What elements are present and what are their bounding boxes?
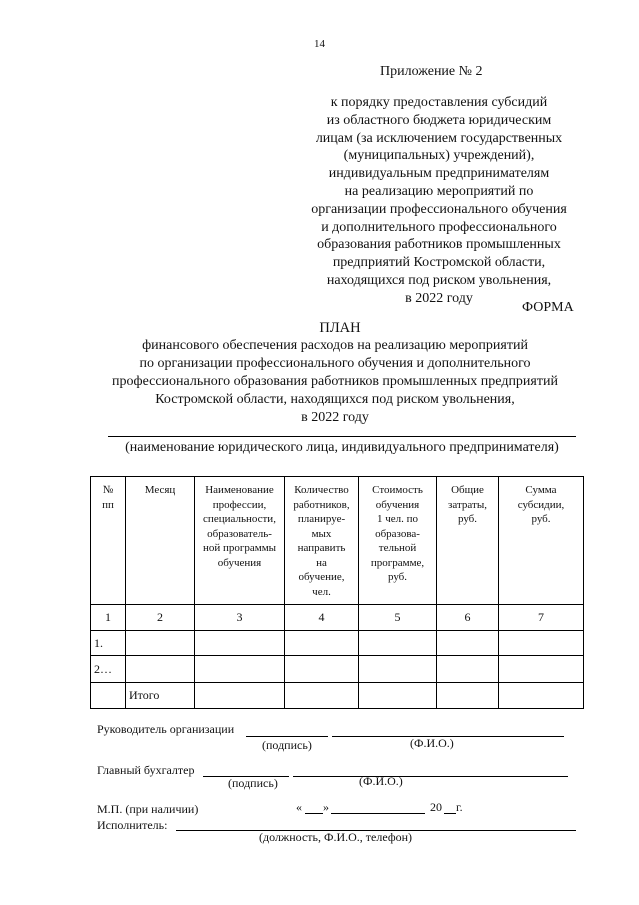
table-cell[interactable] [359,683,437,709]
header-text: Стоимость обучения 1 чел. по образова- тельной программе, руб. [370,484,425,583]
reference-line: к порядку предоставления субсидий [330,95,548,110]
reference-line: лицам (за исключением государственных [315,130,563,146]
table-cell: 1. [91,631,126,656]
table-cell: 2… [91,656,126,683]
reference-line: на реализацию мероприятий по [344,183,534,199]
header-text: Сумма субсидии, руб. [517,484,565,525]
table-cell[interactable] [437,683,499,709]
appendix-title: Приложение № 2 [380,64,483,79]
header-cell-month [126,477,195,605]
header-cell-workers-count [285,477,359,605]
column-number: 1 [91,605,126,631]
subtitle-line: по организации профессионального обучения и дополнительного [139,356,531,371]
plan-subtitle [80,337,590,427]
head-signature-line[interactable] [246,736,328,737]
plan-title: ПЛАН [319,320,361,336]
executor-caption: (должность, Ф.И.О., телефон) [259,830,413,844]
header-text: Месяц [144,484,176,496]
table-row [91,656,584,683]
finance-plan-table [90,476,584,709]
column-number-row [91,605,584,631]
table-cell[interactable] [499,631,584,656]
accountant-sign-caption: (подпись) [228,776,278,790]
header-cell-cost [359,477,437,605]
reference-line: организации профессионального обучения [311,201,567,217]
reference-line: индивидуальным предпринимателям [328,166,550,182]
header-cell-number [91,477,126,605]
accountant-name-line[interactable] [293,776,568,777]
date-close-quote: » [323,800,329,814]
header-text: Количество работников, планируе- мых направить на обучение, чел. [293,484,350,598]
reference-line: образования работников промышленных [317,237,561,253]
date-year-suffix: г. [456,800,463,814]
header-text: Наименование профессии, специальности, образователь- ной программы обучения [202,484,277,569]
column-number: 4 [285,605,359,631]
date-month-line[interactable] [331,813,425,814]
column-number: 3 [195,605,285,631]
table-cell[interactable] [195,656,285,683]
column-number: 2 [126,605,195,631]
forma-label: ФОРМА [522,300,574,315]
accountant-label: Главный бухгалтер [97,763,195,777]
table-cell[interactable] [195,631,285,656]
header-text: № пп [102,484,114,511]
head-name-caption: (Ф.И.О.) [410,736,454,750]
date-year-line[interactable] [444,813,456,814]
table-cell[interactable] [285,683,359,709]
table-header-row [91,477,584,605]
subtitle-line: профессионального образования работников промышленных предприятий [112,374,558,389]
accountant-name-caption: (Ф.И.О.) [359,774,403,788]
table-cell[interactable] [437,656,499,683]
column-number: 6 [437,605,499,631]
page-number: 14 [314,38,325,50]
head-label: Руководитель организации [97,722,235,736]
table-cell [91,683,126,709]
organization-name-caption: (наименование юридического лица, индивидуального предпринимателя) [125,440,559,455]
header-cell-total-costs [437,477,499,605]
table-cell[interactable] [285,631,359,656]
table-cell[interactable] [359,656,437,683]
executor-label: Исполнитель: [97,818,168,832]
date-open-quote: « [296,800,302,814]
column-number: 5 [359,605,437,631]
header-text: Общие затраты, руб. [448,484,487,525]
seal-label: М.П. (при наличии) [97,802,199,816]
table-row [91,631,584,656]
reference-line: из областного бюджета юридическим [326,112,552,128]
table-cell[interactable] [359,631,437,656]
total-label: Итого [126,683,195,709]
reference-line: предприятий Костромской области, [332,255,546,271]
subtitle-line: финансового обеспечения расходов на реализацию мероприятий [142,338,528,353]
reference-line: находящихся под риском увольнения, [326,272,552,288]
subtitle-line: Костромской области, находящихся под риском увольнения, [155,392,515,407]
table-cell[interactable] [499,656,584,683]
table-cell[interactable] [195,683,285,709]
date-year-prefix: 20 [430,800,442,814]
organization-name-line[interactable] [108,436,576,437]
table-cell[interactable] [126,631,195,656]
reference-line: (муниципальных) учреждений), [343,148,535,164]
reference-line: в 2022 году [405,290,473,306]
appendix-reference [296,94,582,308]
table-cell[interactable] [126,656,195,683]
header-cell-program [195,477,285,605]
table-total-row [91,683,584,709]
reference-line: и дополнительного профессионального [321,219,557,235]
table-cell[interactable] [437,631,499,656]
subtitle-line: в 2022 году [301,410,369,425]
table-cell[interactable] [285,656,359,683]
header-cell-subsidy [499,477,584,605]
date-day-line[interactable] [305,813,323,814]
head-sign-caption: (подпись) [262,738,312,752]
table-cell[interactable] [499,683,584,709]
column-number: 7 [499,605,584,631]
